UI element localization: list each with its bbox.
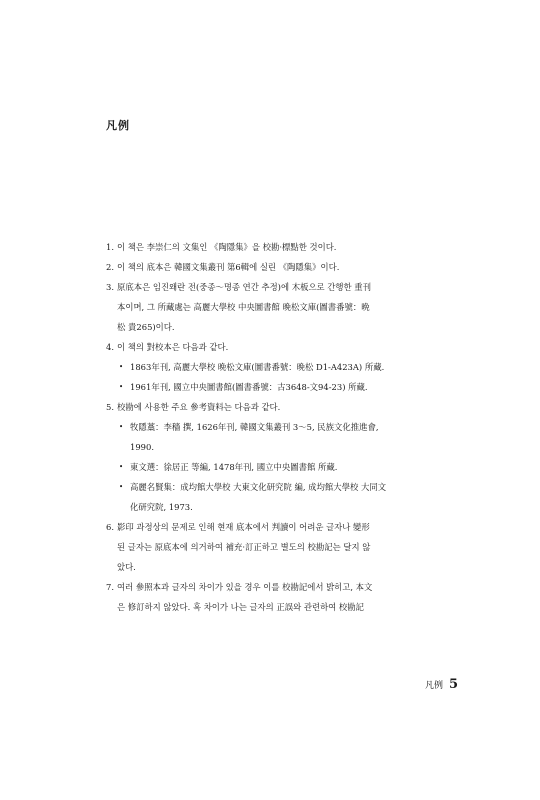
item-text-line: 이 책의 底本은 韓國文集叢刊 第6輯에 실린 《陶隱集》이다.: [117, 262, 340, 272]
bullet-icon: •: [119, 463, 124, 471]
list-item: [106, 237, 432, 257]
sub-item: [119, 457, 432, 477]
list-item: [106, 397, 432, 517]
bullet-icon: •: [119, 423, 124, 431]
item-text-line: 松 貴265)이다.: [117, 322, 175, 332]
sub-item: [119, 417, 432, 457]
sub-item: [119, 477, 432, 517]
item-number: 7.: [106, 582, 114, 592]
item-text-line: 았다.: [117, 562, 136, 572]
item-text-line: 된 글자는 原底本에 의거하여 補充·訂正하고 별도의 校勘記는 달지 않: [117, 542, 371, 552]
sub-item-text-line: 1863年刊, 高麗大學校 晩松文庫(圖書番號：晩松 D1-A423A) 所藏.: [130, 362, 385, 372]
sub-item: [119, 357, 432, 377]
page-footer: [425, 677, 458, 692]
item-text-line: 은 修訂하지 않았다. 혹 차이가 나는 글자의 正誤와 관련하여 校勘記: [117, 602, 365, 612]
guideline-list: [106, 237, 432, 617]
list-item: [106, 257, 432, 277]
list-item: [106, 517, 432, 577]
sub-item-text-line: 1961年刊, 國立中央圖書館(圖書番號：古3648-文94-23) 所藏.: [130, 382, 368, 392]
bullet-icon: •: [119, 483, 124, 491]
sub-item-text-line: 1990.: [130, 442, 154, 452]
item-text-line: 이 책의 對校本은 다음과 같다.: [117, 342, 229, 352]
item-text-line: 校勘에 사용한 주요 參考資料는 다음과 같다.: [117, 402, 281, 412]
item-text-line: 이 책은 李崇仁의 文集인 《陶隱集》을 校勘·標點한 것이다.: [117, 242, 337, 252]
item-text-line: 原底本은 임진왜란 전(중종～명종 연간 추정)에 木板으로 간행한 重刊: [117, 282, 371, 292]
item-number: 2.: [106, 262, 114, 272]
item-number: 4.: [106, 342, 114, 352]
list-item: [106, 577, 432, 617]
sub-item-text-line: 高麗名賢集：成均館大學校 大東文化研究院 編, 成均館大學校 大同文: [130, 482, 387, 492]
item-number: 3.: [106, 282, 114, 292]
item-text-line: 本이며, 그 所藏處는 高麗大學校 中央圖書館 晩松文庫(圖書番號：晩: [117, 302, 370, 312]
item-text-line: 여러 參照本과 글자의 차이가 있을 경우 이를 校勘記에서 밝히고, 本文: [117, 582, 373, 592]
list-item: [106, 277, 432, 337]
sub-item-text-line: 牧隱藁：李穡 撰, 1626年刊, 韓國文集叢刊 3～5, 民族文化推進會,: [130, 422, 379, 432]
item-number: 1.: [106, 242, 114, 252]
sub-item-text-line: 東文選：徐居正 等編, 1478年刊, 國立中央圖書館 所藏.: [130, 462, 338, 472]
list-item: [106, 337, 432, 397]
item-text-line: 影印 과정상의 문제로 인해 현재 底本에서 判讀이 어려운 글자나 變形: [117, 522, 370, 532]
item-number: 5.: [106, 402, 114, 412]
bullet-icon: •: [119, 363, 124, 371]
item-number: 6.: [106, 522, 114, 532]
sub-item-text-line: 化研究院, 1973.: [130, 502, 193, 512]
bullet-icon: •: [119, 383, 124, 391]
sub-item: [119, 377, 432, 397]
footer-label: 凡例: [424, 681, 443, 691]
page-heading: 凡例: [106, 119, 130, 132]
page-number: 5: [448, 677, 458, 692]
